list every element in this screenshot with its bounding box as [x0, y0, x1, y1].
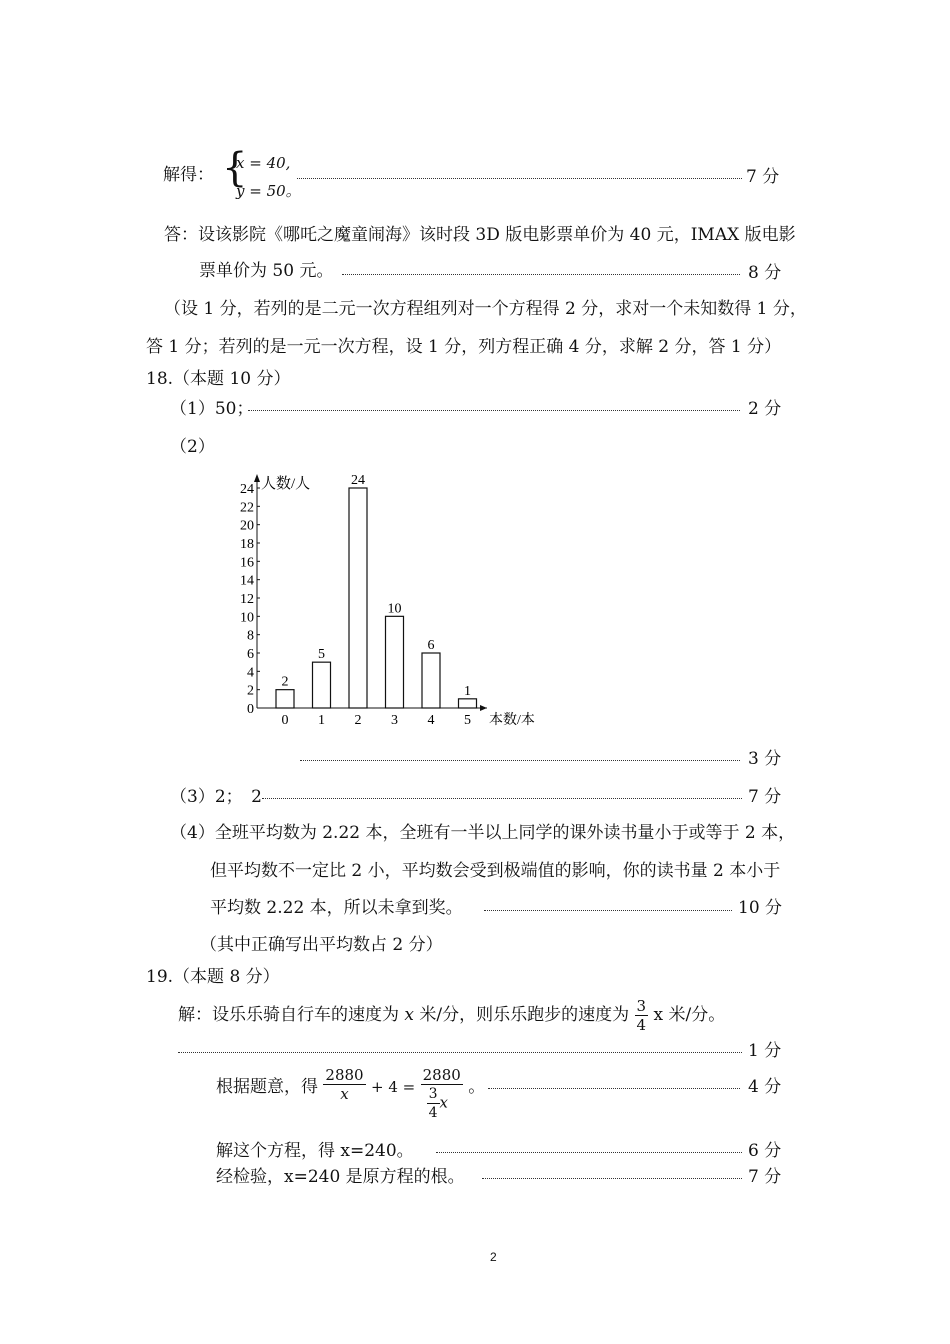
system-eq2: y = 50。: [236, 182, 301, 200]
q19-eq-mid: + 4 =: [371, 1078, 416, 1096]
q19-equation-line: [216, 1066, 485, 1122]
x-tick-label: 3: [391, 713, 398, 728]
y-tick-label: 24: [240, 482, 254, 497]
bar: [276, 690, 294, 708]
x-tick-label: 1: [318, 713, 325, 728]
score-3: 3 分: [748, 749, 782, 769]
q18-part1: （1）50；: [170, 399, 254, 419]
fraction-numerator: 2880: [325, 1066, 364, 1084]
y-tick-label: 2: [247, 683, 254, 699]
dotted-leader: [178, 1052, 742, 1053]
y-tick-label: 10: [240, 610, 254, 626]
bar: [459, 699, 477, 708]
x-axis-arrow: [480, 705, 487, 711]
x-tick-label: 4: [427, 713, 435, 728]
q19-sol-var: x: [404, 1005, 414, 1025]
dotted-leader: [436, 1152, 742, 1153]
x-tick-label: 5: [464, 713, 471, 728]
dotted-leader: [484, 910, 732, 911]
score-6: 6 分: [748, 1141, 782, 1161]
fraction-denominator: x: [340, 1085, 349, 1103]
bar-data-label: 1: [464, 683, 471, 699]
nested-fraction: [427, 1085, 440, 1122]
nested-numerator: 3: [428, 1086, 438, 1102]
dotted-leader: [482, 1178, 742, 1179]
bar-data-label: 6: [427, 638, 435, 653]
fraction-2880-over-x: [323, 1066, 365, 1103]
q19-solve-line: 解这个方程，得 x=240。: [216, 1141, 414, 1161]
fraction-numerator: 2880: [422, 1066, 461, 1084]
nested-denominator: 4: [428, 1105, 438, 1121]
system-eq1: x = 40,: [236, 154, 291, 172]
dotted-leader: [342, 274, 740, 275]
y-axis-arrow: [254, 474, 260, 482]
q19-sol-mid: 米/分，则乐乐跑步的速度为: [419, 1005, 630, 1025]
score-7c: 7 分: [748, 1167, 782, 1187]
y-tick-label: 16: [240, 555, 254, 571]
x-axis-label: 本数/本: [489, 713, 535, 728]
score-4: 4 分: [748, 1077, 782, 1097]
fraction-2880-over-three-quarters-x: [421, 1066, 463, 1122]
y-tick-label: 14: [240, 573, 254, 589]
q18-note: （其中正确写出平均数占 2 分）: [200, 935, 443, 955]
y-tick-label: 4: [247, 665, 254, 681]
y-tick-label: 18: [240, 537, 254, 552]
answer-line-1: 答：设该影院《哪吒之魔童闹海》该时段 3D 版电影票单价为 40 元，IMAX 版电影: [164, 225, 796, 245]
q18-part4-line1: （4）全班平均数为 2.22 本，全班有一半以上同学的课外读书量小于或等于 2 本，: [170, 823, 796, 843]
dotted-leader: [300, 760, 740, 761]
y-tick-label: 8: [247, 628, 254, 644]
fraction-three-quarters: [635, 997, 649, 1034]
score-10: 10 分: [738, 898, 783, 918]
score-2: 2 分: [748, 399, 782, 419]
q19-check-line: 经检验，x=240 是原方程的根。: [216, 1167, 465, 1187]
y-tick-label: 22: [240, 500, 254, 516]
q19-sol-suffix: x 米/分。: [653, 1005, 726, 1025]
score-7b: 7 分: [748, 787, 782, 807]
x-tick-label: 0: [281, 713, 289, 728]
y-axis-label: 人数/人: [261, 476, 311, 492]
page-number: 2: [490, 1250, 497, 1264]
q19-eq-suffix: 。: [468, 1077, 486, 1097]
question-19-heading: 19.（本题 8 分）: [146, 967, 280, 987]
score-1: 1 分: [748, 1041, 782, 1061]
q18-part2-label: （2）: [170, 437, 215, 457]
dotted-leader: [262, 798, 742, 799]
bar-data-label: 5: [318, 647, 325, 663]
bar: [349, 488, 367, 708]
y-tick-label: 12: [240, 592, 254, 607]
question-18-heading: 18.（本题 10 分）: [146, 369, 291, 389]
dotted-leader: [488, 1088, 740, 1089]
q19-eq-prefix: 根据题意，得: [216, 1077, 318, 1097]
dotted-leader: [297, 178, 742, 179]
y-tick-label: 6: [247, 647, 254, 662]
note-line-1: （设 1 分，若列的是二元一次方程组列对一个方程得 2 分，求对一个未知数得 1 分，: [164, 299, 807, 319]
bar-data-label: 2: [281, 674, 289, 690]
bar-data-label: 24: [351, 473, 365, 488]
fraction-denominator: [421, 1085, 463, 1122]
bar: [313, 662, 331, 708]
note-line-2: 答 1 分；若列的是一元一次方程，设 1 分，列方程正确 4 分，求解 2 分，答 1 分）: [146, 337, 782, 357]
bar-chart: [225, 468, 555, 730]
dotted-leader: [248, 410, 740, 411]
nested-var: x: [439, 1093, 449, 1112]
x-tick-label: 2: [354, 713, 362, 728]
system-brace: {: [222, 145, 248, 191]
q18-part4-line2: 但平均数不一定比 2 小，平均数会受到极端值的影响，你的读书量 2 本小于: [210, 861, 781, 881]
bar-data-label: 10: [387, 601, 402, 617]
score-7: 7 分: [746, 167, 780, 187]
q18-part4-line3: 平均数 2.22 本，所以未拿到奖。: [210, 898, 463, 918]
q18-part3: （3）2； 2: [170, 787, 262, 807]
fraction-numerator: 3: [636, 997, 647, 1015]
q19-solution-line: [178, 996, 725, 1034]
q19-sol-prefix: 解：设乐乐骑自行车的速度为: [178, 1005, 399, 1025]
solution-label: 解得：: [163, 165, 214, 185]
answer-line-2: 票单价为 50 元。: [199, 261, 334, 281]
y-tick-label: 20: [240, 518, 254, 534]
bar: [386, 616, 404, 708]
fraction-denominator: 4: [636, 1016, 647, 1034]
bar: [422, 653, 440, 708]
score-8: 8 分: [748, 263, 782, 283]
y-tick-label: 0: [247, 702, 254, 717]
